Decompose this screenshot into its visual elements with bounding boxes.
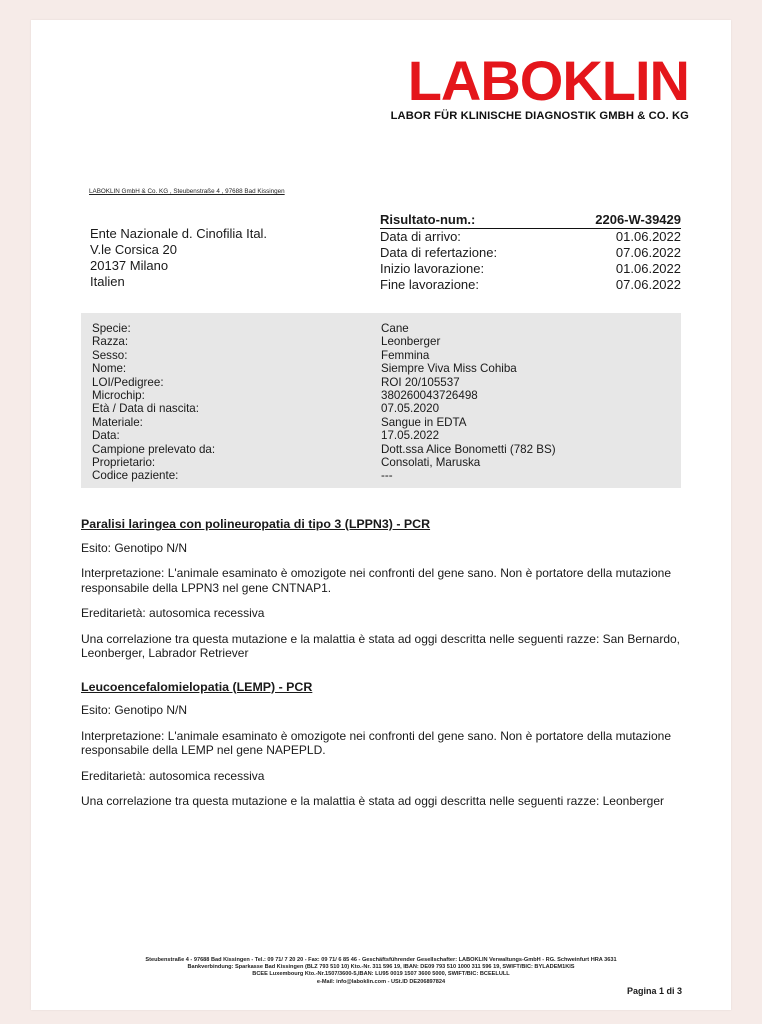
patient-value: 380260043726498 [381,389,478,403]
patient-label: Data: [92,429,120,443]
patient-value: Dott.ssa Alice Bonometti (782 BS) [381,442,556,456]
section-correlazione: Una correlazione tra questa mutazione e la malattia è stata ad oggi descritta nelle seguenti razze: San Bernardo, Leonberger, Labrador Retriever [81,631,681,660]
patient-label: Età / Data di nascita: [92,402,199,416]
section-interpretazione: Interpretazione: L'animale esaminato è omozigote nei confronti del gene sano. Non è portatore della mutazione responsabile della LPPN3 nel gene CNTNAP1. [81,566,671,595]
meta-label: Data di arrivo: [380,229,461,244]
logo-wordmark: LABOKLIN [407,49,689,112]
test-section-lemp [81,680,686,809]
patient-value: Sangue in EDTA [381,415,467,429]
patient-label: Materiale: [92,415,143,429]
result-number-label: Risultato-num.: [380,212,476,227]
page-number: Pagina 1 di 3 [626,986,682,996]
section-correlazione: Una correlazione tra questa mutazione e la malattia è stata ad oggi descritta nelle seguenti razze: Leonberger [81,794,665,808]
meta-row [380,277,681,293]
patient-label: Proprietario: [92,456,156,470]
section-title: Paralisi laringea con polineuropatia di tipo 3 (LPPN3) - PCR [81,517,431,531]
patient-label: Microchip: [92,389,145,403]
meta-row [380,245,681,261]
result-number-row [380,213,681,229]
section-esito: Esito: Genotipo N/N [81,540,188,555]
logo-subtitle: LABOR FÜR KLINISCHE DIAGNOSTIK GMBH & CO. KG [390,110,689,122]
test-results [81,517,686,809]
result-number-value: 2206-W-39429 [595,212,681,227]
section-interpretazione: Interpretazione: L'animale esaminato è omozigote nei confronti del gene sano. Non è portatore della mutazione responsabile della LEMP nel gene NAPEPLD. [81,728,671,757]
section-title: Leucoencefalomielopatia (LEMP) - PCR [81,679,313,694]
footer-line: BCEE Luxembourg Kto.-Nr.1507/3600-5,IBAN: LU95 0019 1507 3600 5000, SWIFT/BIC: BCEELULL [252,971,510,978]
footer [71,957,691,986]
patient-value: 17.05.2022 [381,429,440,443]
patient-value: Leonberger [381,335,441,349]
result-meta [380,213,681,293]
laboklin-logo [379,49,689,122]
sender-line: LABOKLIN GmbH & Co. KG , Steubenstraße 4 , 97688 Bad Kissingen [89,188,285,195]
recipient-street: V.le Corsica 20 [90,242,177,257]
recipient-address [90,226,267,290]
meta-value: 01.06.2022 [615,261,681,276]
patient-value: --- [381,469,393,483]
patient-labels [92,322,215,483]
recipient-name: Ente Nazionale d. Cinofilia Ital. [90,226,268,241]
meta-value: 07.06.2022 [615,245,681,260]
meta-value: 07.06.2022 [615,277,681,292]
patient-value: Cane [381,322,409,335]
patient-value: Siempre Viva Miss Cohiba [381,362,517,376]
test-section-lppn3 [81,517,686,661]
report-page [31,20,731,1010]
footer-line: Bankverbindung: Sparkasse Bad Kissingen (BLZ 793 510 10) Kto.-Nr. 311 596 19, IBAN: DE09 793 510 1000 311 596 19, SWIFT/BIC: BYLADEM1KIS [187,964,575,971]
patient-label: Codice paziente: [92,469,179,483]
patient-label: Razza: [92,335,129,349]
patient-value: Femmina [381,348,430,362]
recipient-city: 20137 Milano [90,258,169,273]
patient-info-box [81,313,681,488]
patient-value: Consolati, Maruska [381,456,481,470]
section-ereditarieta: Ereditarietà: autosomica recessiva [81,606,265,620]
patient-label: Specie: [92,322,131,335]
meta-row [380,261,681,277]
meta-row [380,229,681,245]
meta-label: Data di refertazione: [380,245,498,260]
footer-line: e-Mail: info@laboklin.com - USt.ID DE206897824 [316,978,446,985]
recipient-country: Italien [90,274,125,289]
patient-value: ROI 20/105537 [381,375,460,389]
patient-label: Nome: [92,362,127,376]
patient-label: Campione prelevato da: [92,442,216,456]
patient-label: Sesso: [92,348,128,362]
section-esito: Esito: Genotipo N/N [81,703,188,717]
meta-label: Inizio lavorazione: [380,261,485,276]
meta-label: Fine lavorazione: [380,277,479,292]
footer-line: Steubenstraße 4 - 97688 Bad Kissingen - Tel.: 09 71/ 7 20 20 - Fax: 09 71/ 6 85 46 - Geschäftsführender Gesellschafter: LABOKLIN Verwaltungs-GmbH - RG. Schweinfurt HRA 3631 [145,957,617,963]
patient-values [381,322,556,483]
patient-value: 07.05.2020 [381,402,440,416]
section-ereditarieta: Ereditarietà: autosomica recessiva [81,768,265,783]
meta-value: 01.06.2022 [615,229,681,244]
patient-label: LOI/Pedigree: [92,375,164,389]
